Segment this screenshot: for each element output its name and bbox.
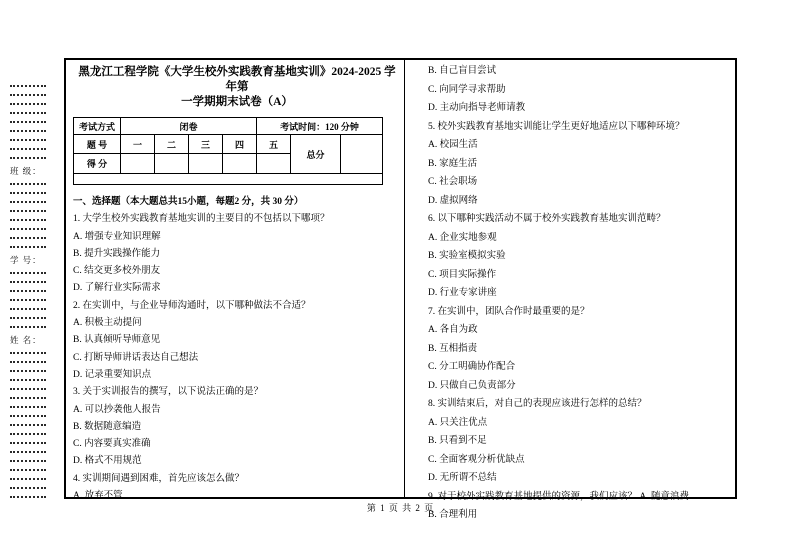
question-line: 7. 在实训中，团队合作时最重要的是？ <box>428 306 590 317</box>
question-line: 8. 实训结束后，对自己的表现应该进行怎样的总结？ <box>428 399 647 409</box>
right-question-list <box>428 62 734 525</box>
seal-dotted-line <box>10 360 46 363</box>
score-blank-cell <box>189 154 223 174</box>
question-line: A. 企业实地参观 <box>428 232 497 243</box>
paper-title <box>73 65 401 110</box>
question-line: C. 内容要真实准确 <box>73 439 151 450</box>
question-line: B. 互相指责 <box>428 343 478 354</box>
seal-dotted-line <box>10 191 46 194</box>
seal-dotted-line <box>10 486 46 489</box>
question-col-4: 四 <box>223 135 257 154</box>
paper-title-line2: 一学期期末试卷（A） <box>181 96 293 108</box>
question-line: C. 向同学寻求帮助 <box>428 84 506 95</box>
question-line: A. 只关注优点 <box>428 417 488 428</box>
seal-dotted-line <box>10 271 46 274</box>
seal-dotted-line <box>10 414 46 417</box>
seal-dotted-line <box>10 387 46 390</box>
question-col-2: 二 <box>155 135 189 154</box>
seal-dotted-line <box>10 147 46 150</box>
question-line: A. 校园生活 <box>428 140 478 150</box>
question-line: D. 无所谓不总结 <box>428 473 497 483</box>
question-line: C. 项目实际操作 <box>428 269 497 280</box>
seal-dotted-line <box>10 120 46 123</box>
question-line: D. 了解行业实际需求 <box>73 283 161 294</box>
column-divider <box>404 60 405 497</box>
question-line: 6. 以下哪种实践活动不属于校外实践教育基地实训范畴？ <box>428 214 666 224</box>
question-line: C. 结交更多校外朋友 <box>73 266 161 277</box>
seal-dotted-line <box>10 111 46 114</box>
exam-time-cell: 考试时间：120 分钟 <box>257 118 383 135</box>
seal-dotted-line <box>10 405 46 408</box>
question-line: 9. 对于校外实践教育基地提供的资源，我们应该？ A. 随意浪费 <box>428 491 689 502</box>
seal-dotted-line <box>10 351 46 354</box>
question-line: C. 打断导师讲话表达自己想法 <box>73 352 199 363</box>
seal-dotted-line <box>10 423 46 426</box>
question-col-1: 一 <box>121 135 155 154</box>
question-line: 4. 实训期间遇到困难，首先应该怎么做？ <box>73 473 245 484</box>
exam-method-label: 考试方式 <box>74 118 121 135</box>
left-column <box>73 63 401 505</box>
seal-dotted-line <box>10 84 46 87</box>
question-line: 2. 在实训中，与企业导师沟通时，以下哪种做法不合适？ <box>73 300 311 311</box>
question-line: C. 社会职场 <box>428 177 478 187</box>
question-line: A. 放弃不管 <box>73 491 123 502</box>
seal-dotted-line <box>10 441 46 444</box>
seal-dotted-line <box>10 468 46 471</box>
seal-dotted-line <box>10 138 46 141</box>
score-blank-cell <box>155 154 189 174</box>
seal-dotted-line <box>10 227 46 230</box>
seal-dotted-line <box>10 495 46 498</box>
question-line: D. 虚拟网络 <box>428 195 478 206</box>
question-line: B. 认真倾听导师意见 <box>73 335 161 346</box>
score-row-label: 得 分 <box>74 154 121 174</box>
question-col-3: 三 <box>189 135 223 154</box>
total-score-label: 总分 <box>291 135 341 174</box>
question-line: B. 数据随意编造 <box>73 421 142 432</box>
seal-dotted-line <box>10 378 46 381</box>
empty-strip-cell <box>74 174 383 185</box>
question-line: 5. 校外实践教育基地实训能让学生更好地适应以下哪种环境？ <box>428 121 685 132</box>
seal-dotted-line <box>10 93 46 96</box>
question-line: B. 合理利用 <box>428 510 478 520</box>
seal-dotted-line <box>10 396 46 399</box>
total-score-blank-cell <box>341 135 383 174</box>
question-line: B. 自己盲目尝试 <box>428 66 497 76</box>
score-blank-cell <box>223 154 257 174</box>
seal-dotted-line <box>10 245 46 248</box>
seal-dotted-line <box>10 200 46 203</box>
seal-dotted-line <box>10 450 46 453</box>
question-line: B. 实验室模拟实验 <box>428 251 506 261</box>
question-line: B. 家庭生活 <box>428 158 478 169</box>
question-col-5: 五 <box>257 135 291 154</box>
seal-dotted-line <box>10 102 46 105</box>
seal-dotted-line <box>10 325 46 328</box>
question-line: 3. 关于实训报告的撰写，以下说法正确的是？ <box>73 387 264 398</box>
question-line: A. 可以抄袭他人报告 <box>73 404 161 415</box>
seal-dotted-line <box>10 289 46 292</box>
seal-dotted-line <box>10 298 46 301</box>
question-line: D. 只做自己负责部分 <box>428 380 516 391</box>
seal-dotted-line <box>10 432 46 435</box>
seal-dotted-line <box>10 369 46 372</box>
question-line: B. 提升实践操作能力 <box>73 248 161 259</box>
score-blank-cell <box>257 154 291 174</box>
seal-dotted-line <box>10 316 46 319</box>
question-line: D. 主动向指导老师请教 <box>428 103 526 113</box>
exam-method-value: 闭卷 <box>121 118 257 135</box>
seal-sidebar <box>10 84 50 504</box>
question-line: 1. 大学生校外实践教育基地实训的主要目的不包括以下哪项？ <box>73 214 330 225</box>
question-line: B. 只看到不足 <box>428 436 487 446</box>
seal-dotted-line <box>10 129 46 132</box>
question-line: A. 增强专业知识理解 <box>73 231 161 242</box>
score-blank-cell <box>121 154 155 174</box>
seal-dotted-line <box>10 156 46 159</box>
seal-dotted-line <box>10 459 46 462</box>
sidebar-label: 姓 名： <box>10 335 42 345</box>
question-line: C. 全面客观分析优缺点 <box>428 454 525 465</box>
seal-dotted-line <box>10 182 46 185</box>
sidebar-label: 班 级： <box>10 166 42 176</box>
question-line: A. 各自为政 <box>428 325 478 335</box>
seal-dotted-line <box>10 236 46 239</box>
sidebar-label: 学 号： <box>10 255 42 265</box>
question-line: A. 积极主动提问 <box>73 318 142 329</box>
question-line: D. 记录重要知识点 <box>73 369 152 380</box>
seal-dotted-line <box>10 280 46 283</box>
question-line: C. 分工明确协作配合 <box>428 362 516 372</box>
paper-title-line1: 黑龙江工程学院《大学生校外实践教育基地实训》2024-2025 学年第 <box>78 66 396 93</box>
left-question-list <box>73 194 401 505</box>
seal-dotted-line <box>10 477 46 480</box>
seal-dotted-line <box>10 209 46 212</box>
question-number-row-label: 题 号 <box>74 135 121 154</box>
section-header: 一、选择题（本大题总共15小题，每题2 分，共 30 分） <box>73 197 304 207</box>
question-line: D. 行业专家讲座 <box>428 288 497 298</box>
page-number-footer: 第 1 页 共 2 页 <box>366 503 435 513</box>
seal-dotted-line <box>10 218 46 221</box>
question-line: D. 格式不用规范 <box>73 456 142 467</box>
exam-info-table <box>73 117 383 185</box>
seal-dotted-line <box>10 307 46 310</box>
